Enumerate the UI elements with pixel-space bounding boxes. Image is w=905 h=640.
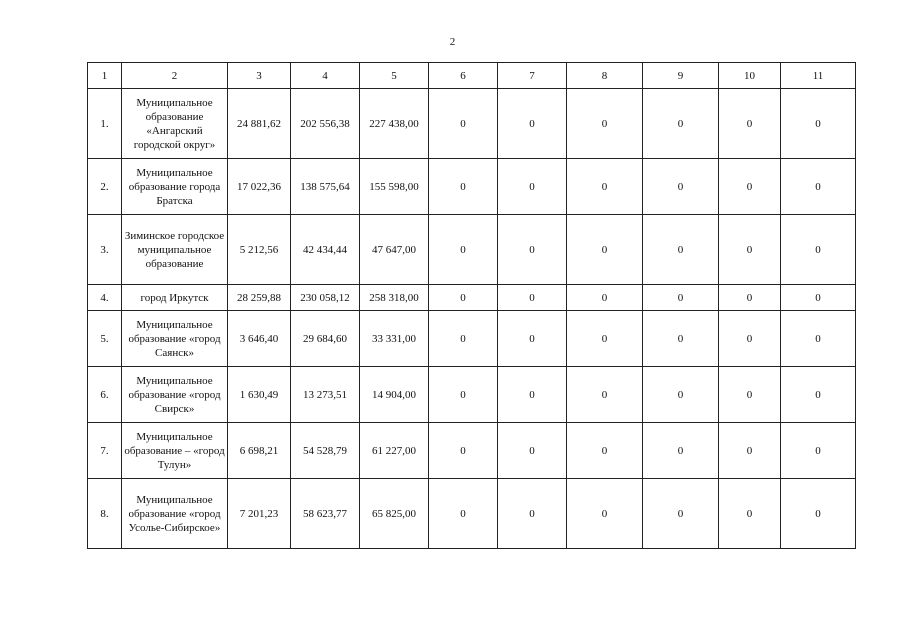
value-col-9: 0 (643, 367, 719, 423)
value-col-7: 0 (498, 311, 567, 367)
value-col-11: 0 (781, 159, 856, 215)
value-col-3: 5 212,56 (228, 215, 291, 285)
table-row (88, 89, 856, 159)
value-col-3: 7 201,23 (228, 479, 291, 549)
value-col-9: 0 (643, 479, 719, 549)
column-header: 4 (291, 63, 360, 89)
value-col-10: 0 (719, 367, 781, 423)
table-row (88, 285, 856, 311)
value-col-5: 33 331,00 (360, 311, 429, 367)
value-col-4: 58 623,77 (291, 479, 360, 549)
municipality-name: Муниципальное образование города Братска (122, 159, 228, 215)
table-row (88, 423, 856, 479)
value-col-5: 65 825,00 (360, 479, 429, 549)
table-row (88, 479, 856, 549)
value-col-10: 0 (719, 285, 781, 311)
value-col-11: 0 (781, 215, 856, 285)
value-col-11: 0 (781, 423, 856, 479)
value-col-4: 138 575,64 (291, 159, 360, 215)
row-number: 7. (88, 423, 122, 479)
value-col-8: 0 (567, 159, 643, 215)
value-col-8: 0 (567, 423, 643, 479)
value-col-8: 0 (567, 89, 643, 159)
value-col-9: 0 (643, 423, 719, 479)
value-col-10: 0 (719, 89, 781, 159)
column-header: 5 (360, 63, 429, 89)
value-col-11: 0 (781, 479, 856, 549)
value-col-11: 0 (781, 367, 856, 423)
row-number: 5. (88, 311, 122, 367)
municipality-name: Муниципальное образование «город Саянск» (122, 311, 228, 367)
column-header: 11 (781, 63, 856, 89)
value-col-3: 24 881,62 (228, 89, 291, 159)
value-col-6: 0 (429, 285, 498, 311)
value-col-8: 0 (567, 311, 643, 367)
municipality-name: Муниципальное образование «город Усолье-Сибирское» (122, 479, 228, 549)
municipality-name: Муниципальное образование «город Свирск» (122, 367, 228, 423)
value-col-6: 0 (429, 479, 498, 549)
value-col-8: 0 (567, 285, 643, 311)
column-header: 7 (498, 63, 567, 89)
column-header: 1 (88, 63, 122, 89)
value-col-6: 0 (429, 215, 498, 285)
value-col-4: 202 556,38 (291, 89, 360, 159)
table-row (88, 159, 856, 215)
value-col-6: 0 (429, 159, 498, 215)
row-number: 8. (88, 479, 122, 549)
value-col-3: 28 259,88 (228, 285, 291, 311)
data-table (87, 62, 856, 549)
value-col-7: 0 (498, 479, 567, 549)
value-col-6: 0 (429, 423, 498, 479)
value-col-3: 3 646,40 (228, 311, 291, 367)
value-col-11: 0 (781, 311, 856, 367)
value-col-10: 0 (719, 159, 781, 215)
value-col-5: 14 904,00 (360, 367, 429, 423)
municipality-name: Зиминское городское муниципальное образование (122, 215, 228, 285)
value-col-3: 17 022,36 (228, 159, 291, 215)
value-col-8: 0 (567, 215, 643, 285)
row-number: 2. (88, 159, 122, 215)
value-col-7: 0 (498, 215, 567, 285)
header-row (88, 63, 856, 89)
row-number: 6. (88, 367, 122, 423)
value-col-3: 6 698,21 (228, 423, 291, 479)
value-col-7: 0 (498, 423, 567, 479)
value-col-4: 230 058,12 (291, 285, 360, 311)
value-col-6: 0 (429, 89, 498, 159)
value-col-9: 0 (643, 159, 719, 215)
value-col-10: 0 (719, 423, 781, 479)
column-header: 2 (122, 63, 228, 89)
value-col-7: 0 (498, 159, 567, 215)
row-number: 1. (88, 89, 122, 159)
value-col-11: 0 (781, 285, 856, 311)
value-col-5: 258 318,00 (360, 285, 429, 311)
value-col-9: 0 (643, 285, 719, 311)
page-number: 2 (449, 36, 456, 48)
row-number: 4. (88, 285, 122, 311)
value-col-7: 0 (498, 285, 567, 311)
value-col-9: 0 (643, 89, 719, 159)
value-col-9: 0 (643, 215, 719, 285)
municipality-name: Муниципальное образование «Ангарский городской округ» (122, 89, 228, 159)
value-col-5: 47 647,00 (360, 215, 429, 285)
value-col-6: 0 (429, 311, 498, 367)
value-col-4: 13 273,51 (291, 367, 360, 423)
value-col-8: 0 (567, 479, 643, 549)
column-header: 10 (719, 63, 781, 89)
row-number: 3. (88, 215, 122, 285)
value-col-5: 227 438,00 (360, 89, 429, 159)
value-col-11: 0 (781, 89, 856, 159)
table-row (88, 215, 856, 285)
value-col-4: 29 684,60 (291, 311, 360, 367)
column-header: 9 (643, 63, 719, 89)
value-col-4: 42 434,44 (291, 215, 360, 285)
column-header: 8 (567, 63, 643, 89)
column-header: 6 (429, 63, 498, 89)
value-col-4: 54 528,79 (291, 423, 360, 479)
municipality-name: Муниципальное образование – «город Тулун» (122, 423, 228, 479)
value-col-10: 0 (719, 311, 781, 367)
municipality-name: город Иркутск (122, 285, 228, 311)
value-col-5: 61 227,00 (360, 423, 429, 479)
value-col-5: 155 598,00 (360, 159, 429, 215)
value-col-10: 0 (719, 479, 781, 549)
value-col-7: 0 (498, 89, 567, 159)
value-col-3: 1 630,49 (228, 367, 291, 423)
value-col-8: 0 (567, 367, 643, 423)
value-col-9: 0 (643, 311, 719, 367)
table-row (88, 311, 856, 367)
column-header: 3 (228, 63, 291, 89)
value-col-7: 0 (498, 367, 567, 423)
value-col-6: 0 (429, 367, 498, 423)
table-row (88, 367, 856, 423)
value-col-10: 0 (719, 215, 781, 285)
